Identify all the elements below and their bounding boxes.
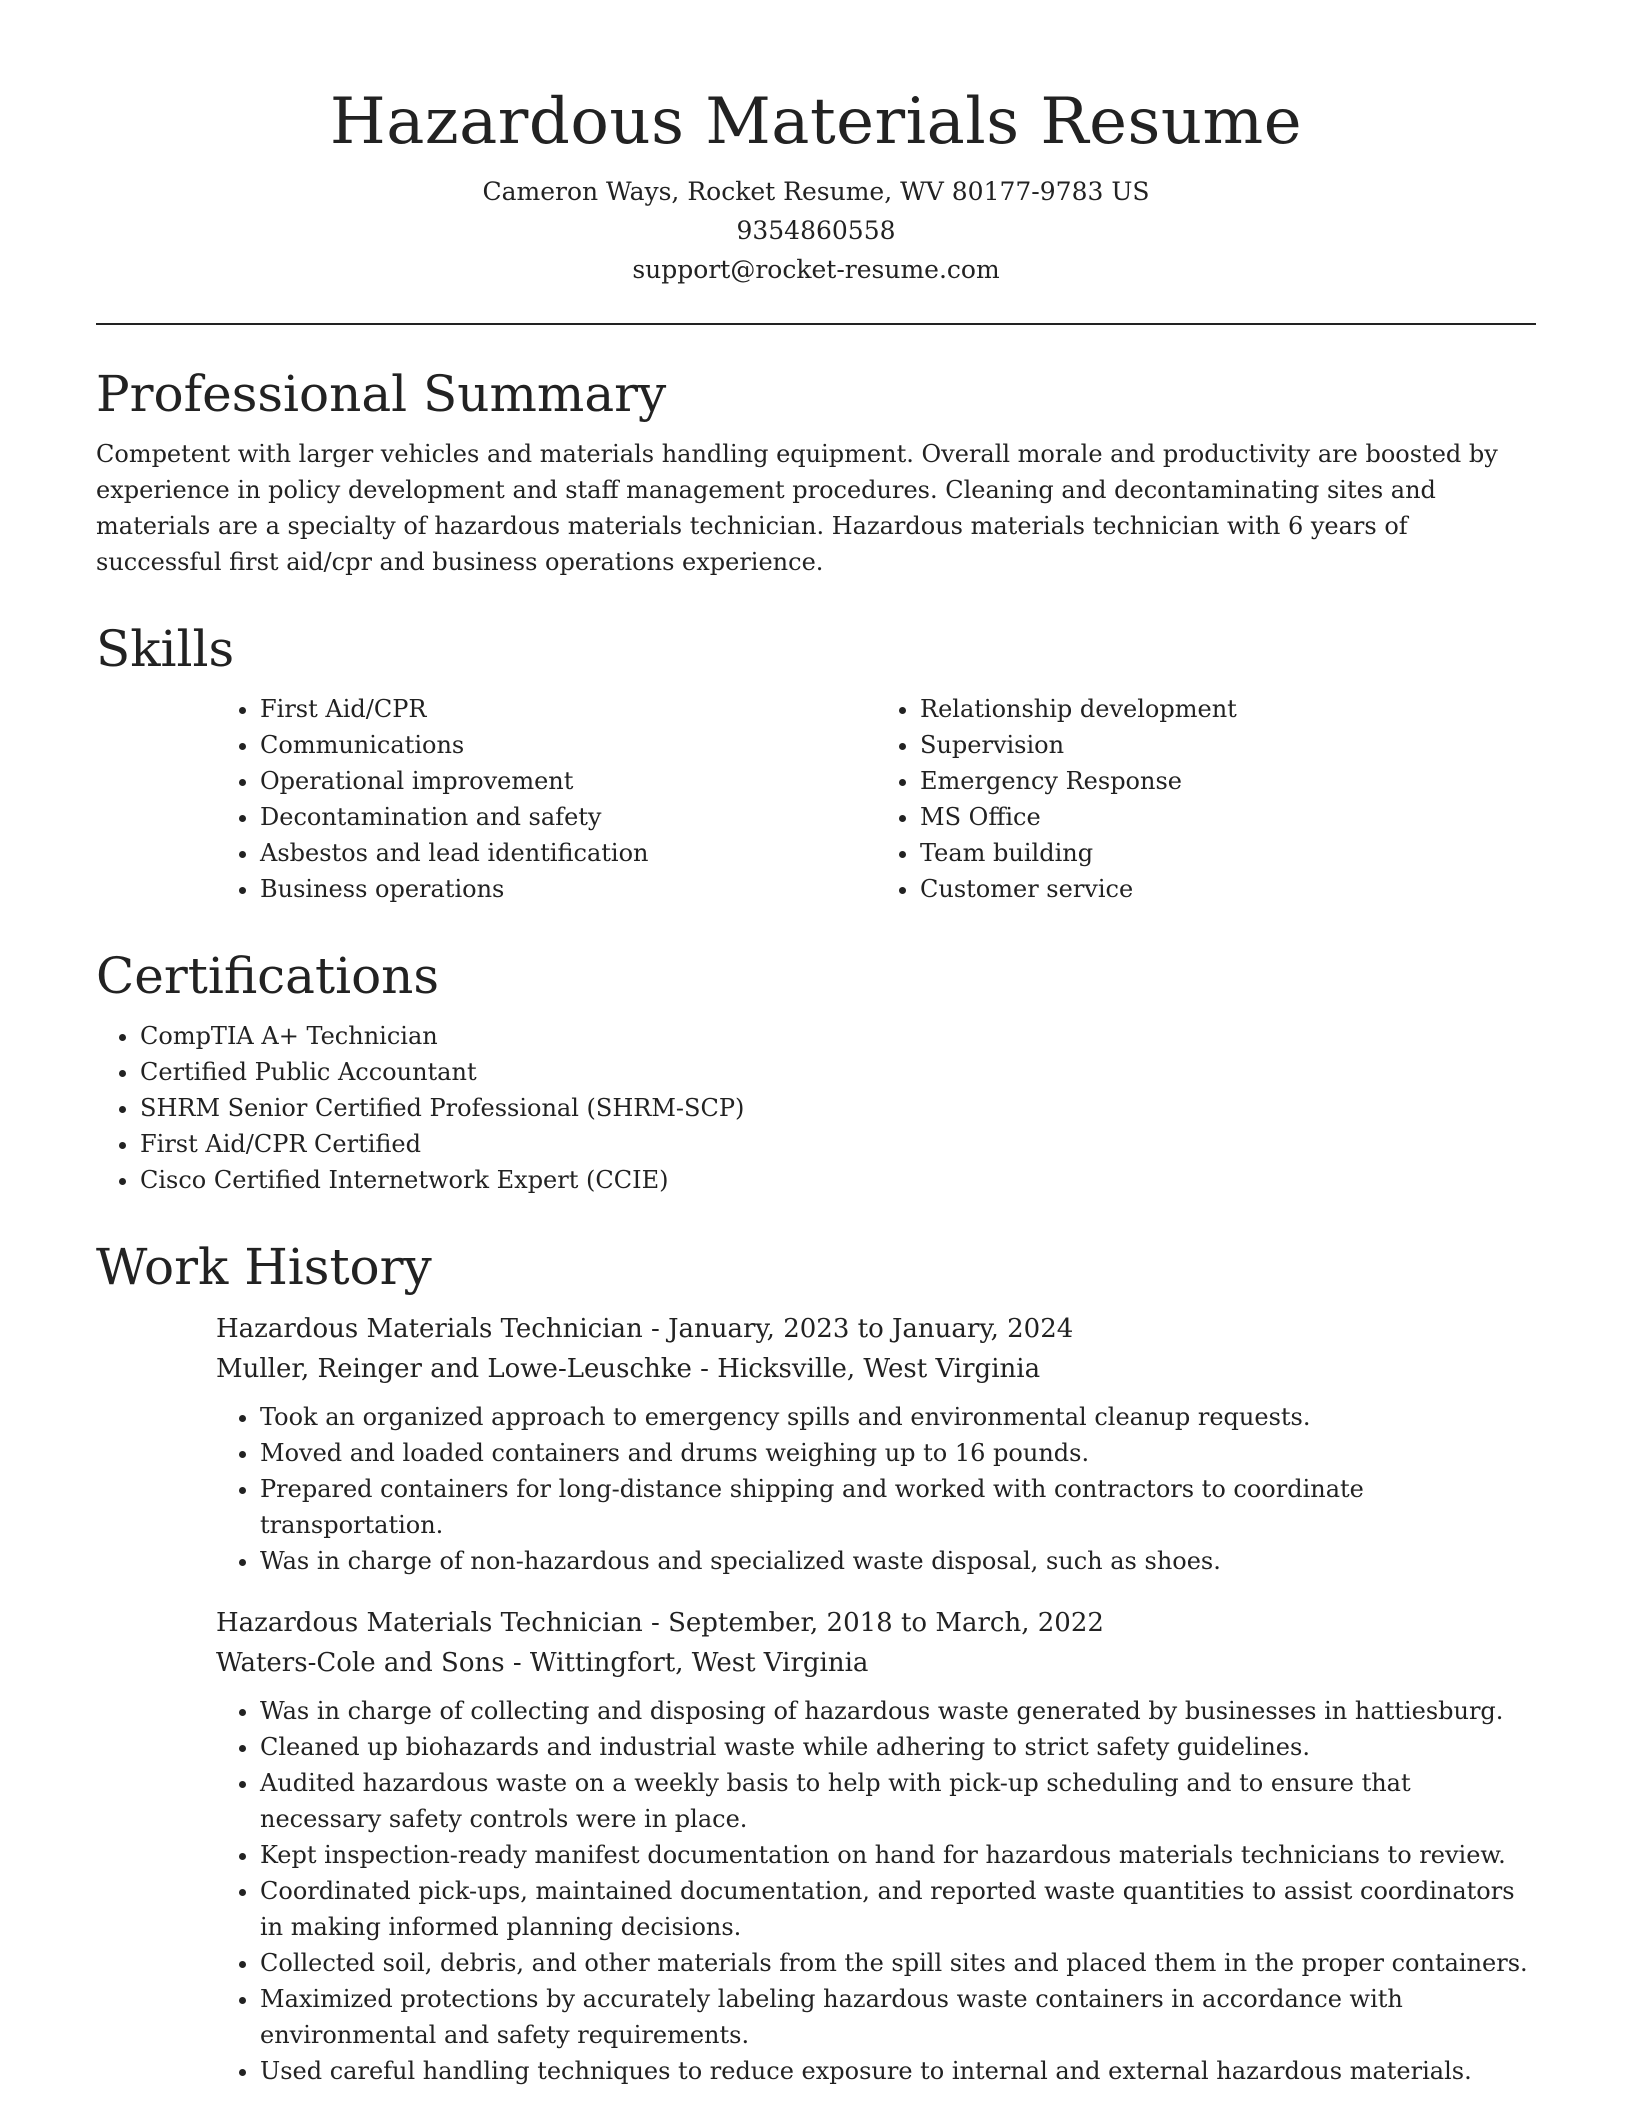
certifications-heading: Certifications	[96, 946, 440, 1005]
job-company-location: Waters-Cole and Sons - Wittingfort, West Virginia	[216, 1647, 869, 1678]
work-history-heading: Work History	[96, 1237, 432, 1296]
job-duty-item: • Moved and loaded containers and drums weighing up to 16 pounds.	[260, 1435, 1536, 1471]
job-duty-item: • Used careful handling techniques to reduce exposure to internal and external hazardous materials.	[260, 2053, 1536, 2089]
certification-item: • SHRM Senior Certified Professional (SHRM-SCP)	[140, 1090, 1536, 1126]
certification-item: • Cisco Certified Internetwork Expert (CCIE)	[140, 1162, 1536, 1198]
skills-list-left	[216, 691, 876, 907]
job-duty-item: • Audited hazardous waste on a weekly basis to help with pick-up scheduling and to ensure that necessary safety controls were in place.	[260, 1765, 1536, 1837]
contact-email: support@rocket-resume.com	[632, 254, 1000, 284]
job-duty-item: • Kept inspection-ready manifest documentation on hand for hazardous materials technicians to review.	[260, 1837, 1536, 1873]
contact-address: Cameron Ways, Rocket Resume, WV 80177-9783 US	[482, 176, 1150, 206]
skill-item: • Decontamination and safety	[260, 799, 876, 835]
skill-item: • Emergency Response	[920, 763, 1536, 799]
job-entry	[216, 1309, 1536, 1579]
skills-grid	[216, 691, 1536, 907]
skills-section	[96, 619, 1536, 907]
contact-phone: 9354860558	[736, 215, 896, 245]
skill-item: • Team building	[920, 835, 1536, 871]
job-company-location: Muller, Reinger and Lowe-Leuschke - Hicksville, West Virginia	[216, 1353, 1041, 1384]
job-duty-item: • Maximized protections by accurately labeling hazardous waste containers in accordance with environmental and safety requirements.	[260, 1981, 1536, 2053]
certification-item: • CompTIA A+ Technician	[140, 1018, 1536, 1054]
skill-item: • Customer service	[920, 871, 1536, 907]
job-duty-item: • Cleaned up biohazards and industrial waste while adhering to strict safety guidelines.	[260, 1729, 1536, 1765]
job-duties-list	[216, 1399, 1536, 1579]
header-divider	[96, 323, 1536, 325]
summary-heading: Professional Summary	[96, 364, 667, 423]
skill-item: • Relationship development	[920, 691, 1536, 727]
resume-title: Hazardous Materials Resume	[329, 85, 1303, 159]
skills-list-right	[876, 691, 1536, 907]
skill-item: • Communications	[260, 727, 876, 763]
skills-heading: Skills	[96, 619, 235, 678]
job-role-dates: Hazardous Materials Technician - January, 2023 to January, 2024	[216, 1313, 1074, 1344]
job-duty-item: • Took an organized approach to emergency spills and environmental cleanup requests.	[260, 1399, 1536, 1435]
skill-item: • MS Office	[920, 799, 1536, 835]
job-duty-item: • Coordinated pick-ups, maintained documentation, and reported waste quantities to assist coordinators in making informed planning decisions.	[260, 1873, 1536, 1945]
certifications-section	[96, 946, 1536, 1198]
contact-block	[96, 172, 1536, 289]
job-duty-item: • Prepared containers for long-distance shipping and worked with contractors to coordinate transportation.	[260, 1471, 1536, 1543]
skill-item: • Asbestos and lead identification	[260, 835, 876, 871]
summary-text: Competent with larger vehicles and materials handling equipment. Overall morale and productivity are boosted by experience in policy development and staff management procedures. Cleaning and decontaminating sites and materials are a specialty of hazardous materials technician. Hazardous materials technician with 6 years of successful first aid/cpr and business operations experience.	[96, 439, 1498, 576]
certification-item: • First Aid/CPR Certified	[140, 1126, 1536, 1162]
summary-section	[96, 364, 1536, 580]
skill-item: • Operational improvement	[260, 763, 876, 799]
skill-item: • First Aid/CPR	[260, 691, 876, 727]
resume-header	[96, 86, 1536, 289]
skill-item: • Business operations	[260, 871, 876, 907]
job-duty-item: • Collected soil, debris, and other materials from the spill sites and placed them in the proper containers.	[260, 1945, 1536, 1981]
job-duties-list	[216, 1693, 1536, 2089]
certification-item: • Certified Public Accountant	[140, 1054, 1536, 1090]
skill-item: • Supervision	[920, 727, 1536, 763]
job-duty-item: • Was in charge of collecting and disposing of hazardous waste generated by businesses in hattiesburg.	[260, 1693, 1536, 1729]
job-entry	[216, 1603, 1536, 2089]
job-role-dates: Hazardous Materials Technician - September, 2018 to March, 2022	[216, 1607, 1104, 1638]
work-history-section	[96, 1237, 1536, 2089]
certifications-list	[96, 1018, 1536, 1198]
job-duty-item: • Was in charge of non-hazardous and specialized waste disposal, such as shoes.	[260, 1543, 1536, 1579]
